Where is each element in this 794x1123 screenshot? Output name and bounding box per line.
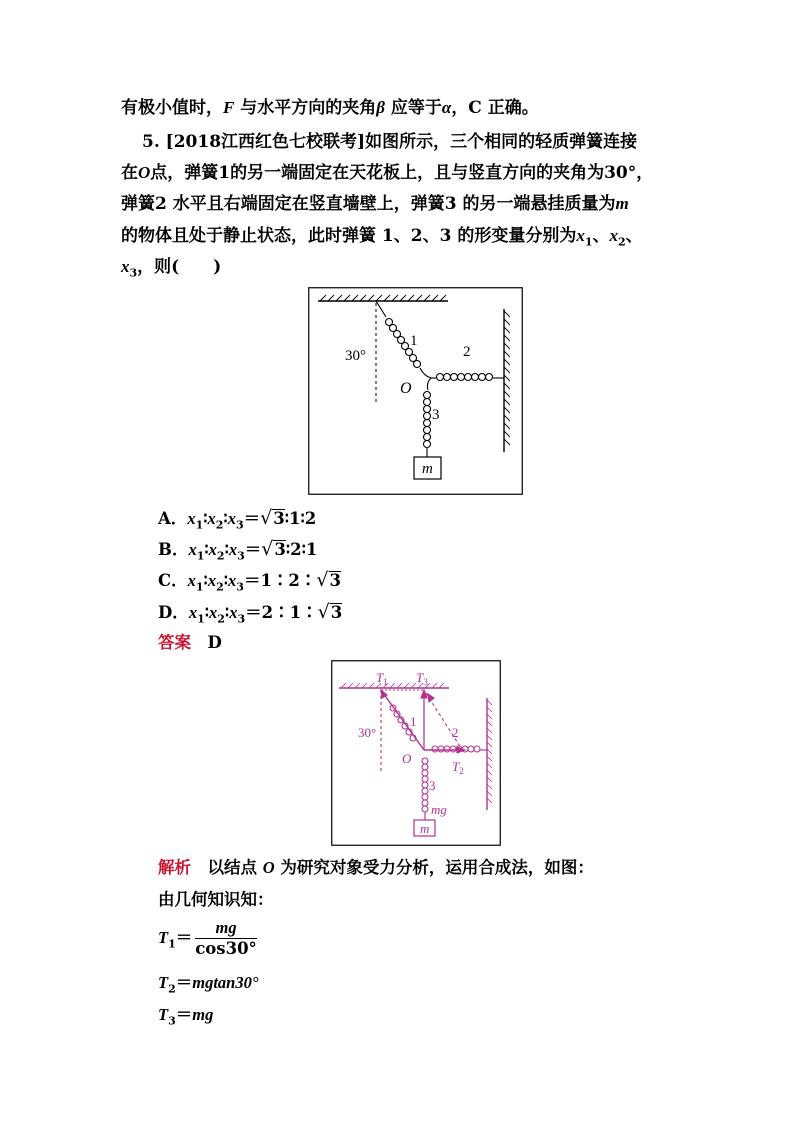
label-spring-1: 1 (410, 714, 417, 729)
option-letter: A． (158, 509, 188, 528)
label-spring-2: 2 (452, 725, 459, 740)
var-alpha: α (441, 98, 452, 117)
subscript: 2 (617, 235, 626, 249)
label-mg: mg (431, 802, 447, 817)
wall-hatch (504, 311, 510, 445)
sqrt-value: 3 (329, 571, 342, 590)
eq-rhs: mg (192, 1005, 214, 1024)
subscript: 1 (168, 937, 176, 951)
force-diagram-figure (331, 660, 501, 846)
wall-hatch (487, 700, 492, 803)
label-mass: m (420, 821, 430, 836)
text-segment: 以结点 (207, 858, 257, 877)
text-segment: ，C 正确。 (451, 98, 539, 118)
text-segment: 弹簧2 水平且右端固定在竖直墙壁上，弹簧3 的另一端悬挂质量为 (121, 194, 616, 214)
ceiling-hatch (320, 295, 446, 301)
var-x: x (121, 257, 130, 276)
question-line-4 (121, 225, 643, 253)
text-segment: 点，弹簧1的另一端固定在天花板上，且与竖直方向的夹角为30°， (150, 163, 654, 183)
text-segment: 与水平方向的夹角 (234, 98, 377, 118)
text-segment: 、 (625, 226, 643, 246)
sqrt-value: 3 (330, 603, 343, 622)
equation-T1: $T_1=$ $\frac{mg}{\cos 30^\circ}$ (158, 918, 257, 958)
text-segment: 为研究对象受力分析，运用合成法，如图： (280, 858, 594, 877)
fraction-numerator: mg (195, 918, 257, 939)
arrowhead-diagonal (428, 694, 434, 702)
label-spring-2: 2 (463, 344, 471, 360)
analysis-line-1 (158, 857, 594, 879)
answer-label: 答案 (158, 633, 191, 652)
label-T1: $T_1$ (376, 670, 388, 687)
var-beta: β (376, 98, 385, 117)
answer-value: D (207, 633, 222, 652)
option-a[interactable]: A．$x_1∶x_2∶x_3=√3∶1∶2$ (158, 507, 317, 532)
force-T1 (381, 690, 424, 750)
eq-rhs: mgtan30° (192, 973, 259, 992)
question-line-1: 5. [2018江西红色七校联考]如图所示，三个相同的轻质弹簧连接 (142, 132, 638, 152)
label-point-O: O (400, 380, 412, 397)
text-segment: 、 (592, 226, 610, 246)
option-letter: C． (158, 571, 188, 590)
text-segment: ，则( ) (137, 257, 222, 277)
option-letter: B． (158, 540, 189, 559)
question-line-5 (121, 256, 221, 284)
eq-lhs: T (158, 928, 169, 947)
text-segment: 的物体且处于静止状态，此时弹簧 1、2、3 的形变量分别为 (121, 226, 577, 246)
option-value: ∶2∶1 (285, 540, 318, 559)
text-line-1 (121, 97, 539, 119)
var-O: O (138, 163, 151, 182)
subscript: 1 (584, 235, 593, 249)
sqrt-value: 3 (273, 509, 285, 528)
equation-T3: $T_3=mg$ (158, 1005, 214, 1028)
subscript: 2 (168, 982, 176, 996)
question-line-3 (121, 193, 629, 215)
subscript: 3 (129, 266, 138, 280)
label-spring-3: 3 (432, 407, 440, 423)
ceiling-hatch (341, 683, 444, 688)
analysis-line-2: 由几何知识知： (158, 890, 274, 909)
option-value: 1∶2∶ (260, 571, 317, 590)
label-spring-1: 1 (410, 333, 418, 349)
option-value: 2∶1∶ (261, 603, 318, 622)
text-segment: 应等于 (384, 98, 442, 118)
label-point-O: O (402, 751, 412, 766)
option-b[interactable]: B．$x_1∶x_2∶x_3=√3∶2∶1$ (158, 538, 318, 563)
spring-system-figure (308, 287, 523, 495)
question-line-2 (121, 162, 653, 184)
text-segment: 有极小值时， (121, 98, 223, 118)
spring-3 (424, 378, 432, 457)
var-O: O (262, 858, 275, 877)
eq-lhs: T (158, 973, 169, 992)
var-x: x (576, 226, 585, 245)
label-spring-3: 3 (429, 778, 436, 793)
option-c[interactable]: C．$x_1∶x_2∶x_3=1∶2∶√3$ (158, 569, 342, 594)
option-d[interactable]: D．$x_1∶x_2∶x_3=2∶1∶√3$ (158, 601, 343, 626)
spring-1 (376, 301, 431, 378)
label-angle: 30° (345, 348, 366, 364)
subscript: 3 (168, 1014, 176, 1028)
option-value: ∶1∶2 (284, 509, 317, 528)
answer-line (158, 632, 222, 654)
label-mass: m (422, 461, 433, 477)
equation-T2: $T_2=mgtan30^\circ$ (158, 973, 259, 996)
var-F: F (223, 98, 235, 117)
eq-lhs: T (158, 1005, 169, 1024)
sqrt-value: 3 (274, 540, 286, 559)
spring-2 (431, 374, 504, 381)
fraction-denominator: cos30° (195, 939, 257, 958)
spring-3-coils (422, 758, 428, 820)
text-segment: 在 (121, 163, 138, 183)
analysis-label: 解析 (158, 858, 191, 877)
option-letter: D． (158, 603, 189, 622)
var-m: m (615, 194, 629, 213)
label-angle: 30° (358, 725, 377, 740)
var-x: x (609, 226, 618, 245)
label-T3: $T_3$ (416, 670, 428, 687)
fraction (195, 918, 257, 959)
label-T2: $T_2$ (452, 759, 464, 776)
